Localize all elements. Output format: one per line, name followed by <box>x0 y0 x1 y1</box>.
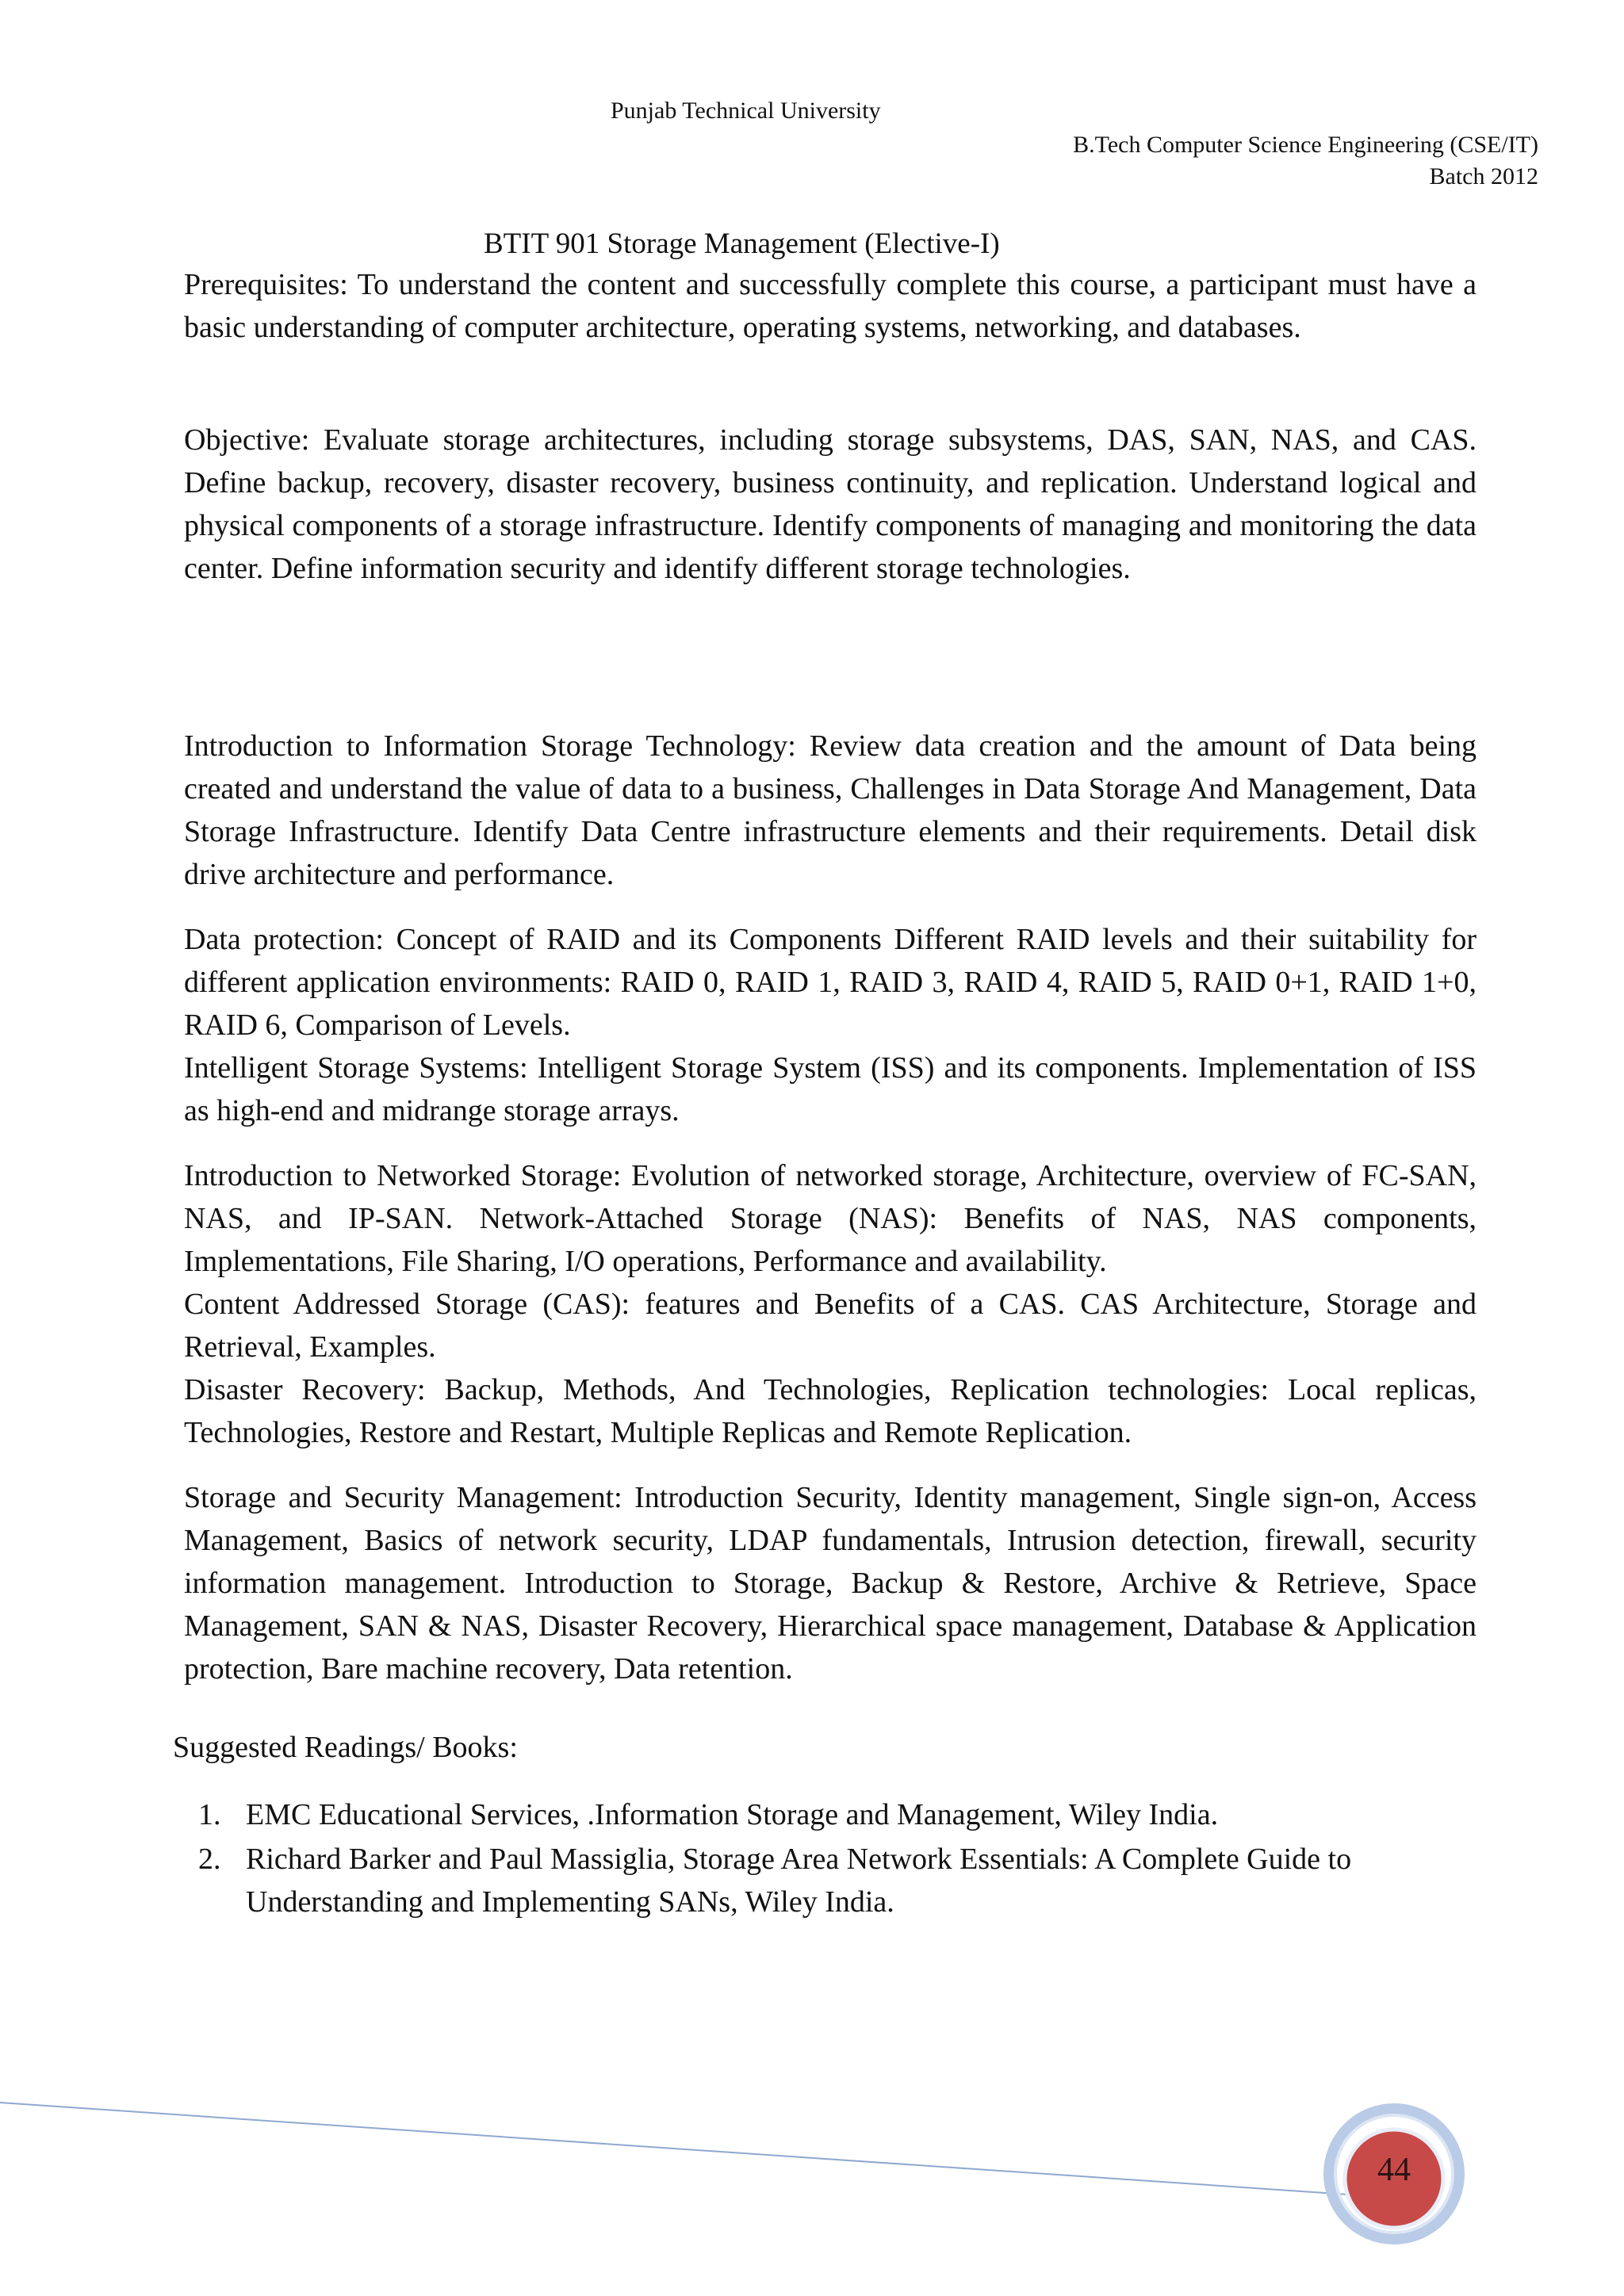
syllabus-item-disaster-recovery <box>184 1368 1477 1454</box>
syllabus-item-intelligent-storage <box>184 1047 1477 1132</box>
syllabus-text: Review data creation and the amount of Data being created and understand the value of data to a business, Challenges in Data Storage And Management, Data Storage Infrastructure. Identify Data Centre infrastructure elements and their requirements. Detail disk drive architecture and performance. <box>184 729 1477 891</box>
book-number: 1. <box>198 1798 221 1831</box>
syllabus-item-information-storage <box>184 725 1477 896</box>
syllabus-item-data-protection <box>184 918 1477 1047</box>
syllabus-section <box>184 725 1477 1690</box>
syllabus-label: Intelligent Storage Systems: <box>184 1051 528 1085</box>
syllabus-label: Storage and Security Management: <box>184 1481 622 1514</box>
syllabus-label: Data protection: <box>184 923 384 956</box>
syllabus-label: Content Addressed Storage (CAS): <box>184 1288 630 1321</box>
header-university: Punjab Technical University <box>611 98 881 124</box>
objective-label: Objective: <box>184 423 310 457</box>
syllabus-label: Introduction to Networked Storage: <box>184 1159 622 1192</box>
objective-text: Evaluate storage architectures, including storage subsystems, DAS, SAN, NAS, and CAS. Define backup, recovery, disaster recovery, business continuity, and replication. Understand logical and physical components of a storage infrastructure. Identify components of managing and monitoring the data center. Define information security and identify different storage technologies. <box>184 423 1477 585</box>
book-number: 2. <box>198 1843 221 1876</box>
prerequisites-section <box>184 263 1477 349</box>
book-text: EMC Educational Services, .Information Storage and Management, Wiley India. <box>246 1798 1219 1831</box>
syllabus-text: Intelligent Storage System (ISS) and its components. Implementation of ISS as high-end and midrange storage arrays. <box>184 1051 1477 1127</box>
book-list <box>198 1793 1477 1925</box>
syllabus-text: Introduction Security, Identity management, Single sign-on, Access Management, Basics of network security, LDAP fundamentals, Intrusion detection, firewall, security information management. Introduction to Storage, Backup & Restore, Archive & Retrieve, Space Management, SAN & NAS, Disaster Recovery, Hierarchical space management, Database & Application protection, Bare machine recovery, Data retention. <box>184 1481 1477 1686</box>
prerequisites-paragraph <box>184 263 1477 349</box>
syllabus-text: Backup, Methods, And Technologies, Replication technologies: Local replicas, Technologies, Restore and Restart, Multiple Replicas and Remote Replication. <box>184 1373 1477 1449</box>
syllabus-item-cas <box>184 1283 1477 1368</box>
list-item <box>198 1838 1477 1923</box>
syllabus-item-networked-storage <box>184 1154 1477 1283</box>
prerequisites-label: Prerequisites: <box>184 268 348 301</box>
list-item <box>198 1793 1477 1836</box>
syllabus-label: Disaster Recovery: <box>184 1373 426 1406</box>
syllabus-text: Concept of RAID and its Components Different RAID levels and their suitability for different application environments: RAID 0, RAID 1, RAID 3, RAID 4, RAID 5, RAID 0+1, RAID 1+0, RAID 6, Comparison of Levels. <box>184 923 1477 1042</box>
syllabus-text: Evolution of networked storage, Architecture, overview of FC-SAN, NAS, and IP-SAN. Network-Attached Storage (NAS): Benefits of NAS, NAS components, Implementations, File Sharing, I/O operations, Performance and availability. <box>184 1159 1477 1278</box>
page-number: 44 <box>1377 2152 1411 2188</box>
prerequisites-text: To understand the content and successfully complete this course, a participant must have a basic understanding of computer architecture, operating systems, networking, and databases. <box>184 268 1477 344</box>
syllabus-label: Introduction to Information Storage Technology: <box>184 729 796 763</box>
header-batch: Batch 2012 <box>1429 163 1538 189</box>
course-title: BTIT 901 Storage Management (Elective-I) <box>484 228 1000 260</box>
syllabus-text: features and Benefits of a CAS. CAS Architecture, Storage and Retrieval, Examples. <box>184 1288 1477 1364</box>
header-program: B.Tech Computer Science Engineering (CSE/IT) <box>1073 132 1538 158</box>
readings-title: Suggested Readings/ Books: <box>173 1731 518 1764</box>
objective-paragraph <box>184 419 1477 590</box>
syllabus-item-security-management <box>184 1476 1477 1690</box>
objective-section <box>184 419 1477 590</box>
book-text: Richard Barker and Paul Massiglia, Storage Area Network Essentials: A Complete Guide to Understanding and Implementing SANs, Wiley India. <box>246 1843 1352 1919</box>
